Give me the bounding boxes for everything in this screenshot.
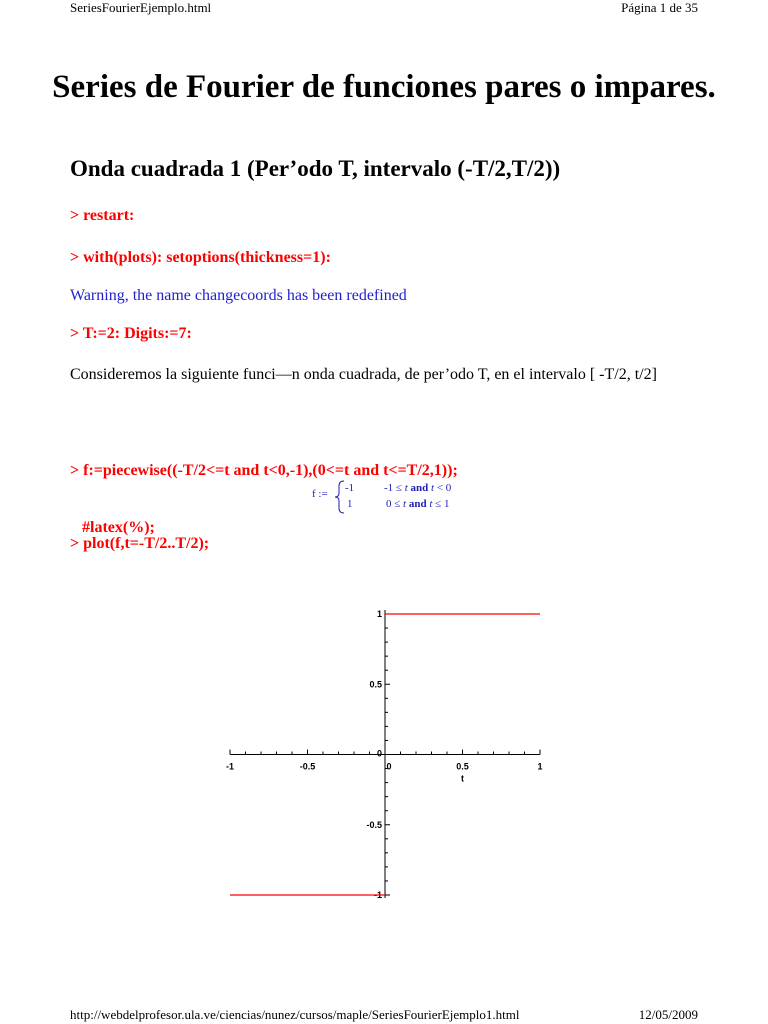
y-tick-label: 0.5 [369,679,382,690]
formula-row1-value: -1 [345,482,355,494]
command-plot: > plot(f,t=-T/2..T/2); [70,535,210,552]
x-tick-label: -0.5 [299,761,316,772]
y-tick-label: -1 [373,890,382,900]
formula-lhs: f := [312,488,328,500]
footer-date: 12/05/2009 [638,1007,698,1022]
formula-row2-value: 1 [347,498,353,510]
x-tick-label: 1 [537,761,543,772]
formula-row1-condition: -1 ≤ t and t < 0 [384,482,452,494]
y-tick-label: -0.5 [366,819,382,830]
x-axis-label: t [461,773,464,784]
piecewise-formula [312,480,512,514]
command-restart: > restart: [70,207,135,224]
command-with-plots: > with(plots): setoptions(thickness=1): [70,249,331,266]
piecewise-line-1: > f:=piecewise((-T/2<=t and t<0,-1),(0<=t and t<=T/2,1)); [70,462,458,479]
x-tick-label: -1 [225,761,235,772]
footer-url: http://webdelprofesor.ula.ve/ciencias/nunez/cursos/maple/SeriesFourierEjemplo1.html [70,1007,520,1022]
paragraph-text: Consideremos la siguiente funci—n onda cuadrada, de per’odo T, en el intervalo [ -T/2, t/2] [70,366,657,383]
command-set-T: > T:=2: Digits:=7: [70,325,192,342]
warning-message: Warning, the name changecoords has been redefined [70,287,407,304]
formula-row2-condition: 0 ≤ t and t ≤ 1 [386,498,450,510]
header-filename: SeriesFourierEjemplo.html [70,0,212,15]
piecewise-line-2: #latex(%); [70,519,155,536]
square-wave-plot [200,590,570,910]
page-title: Series de Fourier de funciones pares o impares. [52,69,716,105]
section-heading: Onda cuadrada 1 (Per’odo T, intervalo (-T/2,T/2)) [70,156,561,181]
y-tick-label: 1 [376,609,382,619]
header-page-number: Página 1 de 35 [621,0,698,15]
y-tick-label: 0 [376,748,382,759]
x-tick-label: 0.5 [456,761,469,772]
x-tick-label: 0 [386,761,392,772]
